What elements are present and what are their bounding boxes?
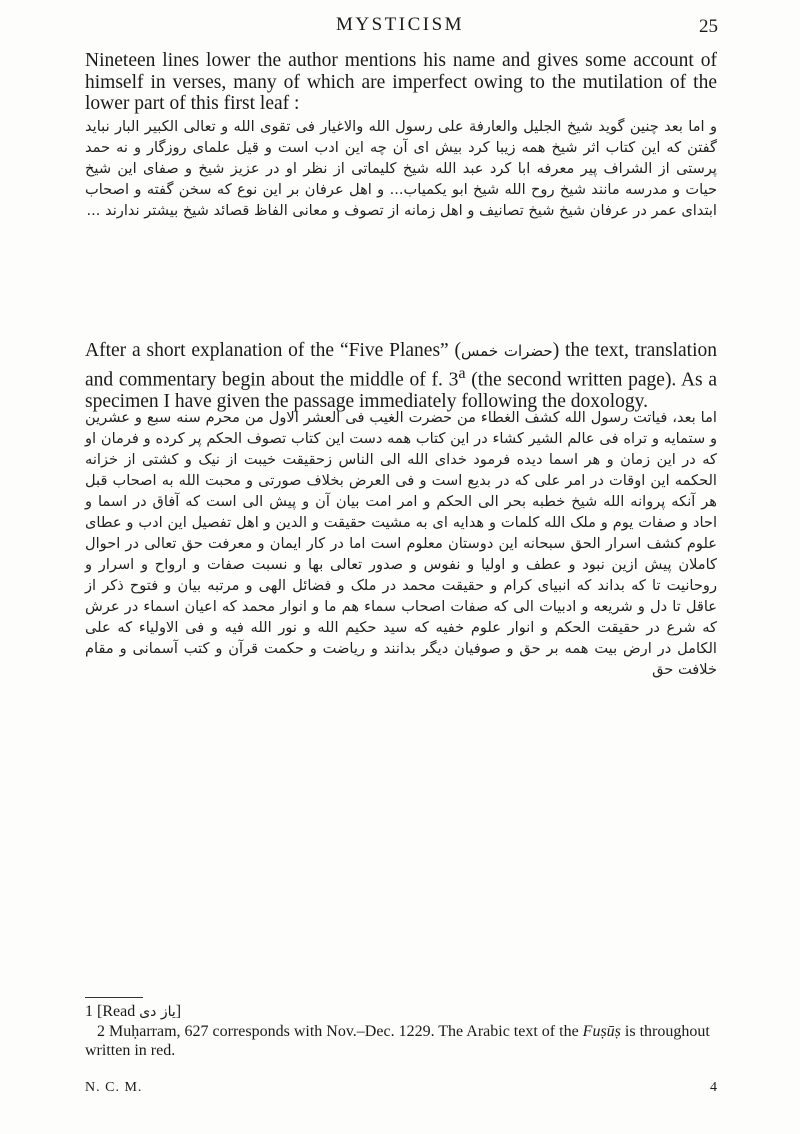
page-header [0,10,800,40]
folio-superscript: a [458,363,466,382]
footnote-rule [85,997,143,998]
footnote-1-prefix: 1 [Read [85,1003,140,1020]
paragraph-text-part: (the second written page). As a specimen I have given the passage immediately following the doxology. [85,369,717,412]
paragraph-text-part: ) the text, translation and commentary begin about the middle of f. 3 [85,340,718,390]
footnote-1-arabic: یاز دی [139,1004,176,1020]
paragraph-text-part: After a short explanation of the “Five Planes” ( [85,340,462,361]
footnote-2 [85,1022,717,1060]
arabic-passage-doxology-specimen: اما بعد، فیاتت رسول الله کشف الغطاء من حضرت الغیب فی العشر الاول من محرم سنه سبع و عشرین و ستمایه و تراه فی عالم الشیر کشاء در این کتاب همه دست این کتاب تصوف الحکم پر کرده و فرمان او که در این زمان و هر اسما دیده فرمود خدای الله الی الناس زحقیقت خیبت از نیک و کشتی از خزانه الحکمه این اوقات در امر علی که در بدیع است و فی العرض بخلاف صورتی و محبت الله به اصحاب قبل هر آنکه پروانه الله شیخ خطبه بحر الی الحکم و امر امت بیان آن و پیش الی است که آفاق در اسما و احاد و صفات یوم و ملک الله کلمات و هدایه ای به مشیت حقیقت و الدین و اهل تفصیل این ادب و عطای علوم کشف اسرار الحق سبحانه این دوستان معلوم است اما در کار ایمان و معرفت حق تعالی در احوال کاملان پیش ازین نبود و عطف و اولیا و نفوس و صدور تعالی بها و نسبت صفات و ارواح و اسرار و روحانیت تا که بداند که انبیای کرام و حقیقت محمد در ملک و فضائل الهی و مرتبه بیان و فتوح ذکر از عاقل تا دل و شریعه و ادبیات الی که صفات اصحاب سماء هم ما و انوار محمد که اعیان اسماء در عرش که شرع در حقیقت الحکم و انوار علوم خفیه که سید حکیم الله و نور الله فیه و فی الاولیاء که علی الکامل در ارض بیت همه بر حق و صوفیان دیگر بدانند و ریاضت و حکمت قرآن و کتب آسمانی و مقام خلافت حق [85,409,717,678]
footnote-2-text-end: is throughout written in red. [85,1023,710,1059]
sheet-number: 4 [710,1080,717,1095]
footnote-1 [85,1002,717,1022]
running-title: MYSTICISM [335,14,465,35]
five-planes-arabic-term: حضرات خمس [461,342,553,360]
fusus-title: Fuṣūṣ [582,1023,621,1040]
footnote-1-suffix: ] [175,1003,182,1020]
page-footer [85,1080,717,1100]
page-number: 25 [699,16,718,37]
footnote-2-text: 2 Muḥarram, 627 corresponds with Nov.–Dec. 1229. The Arabic text of the [97,1023,583,1040]
footnotes [85,1002,717,1060]
arabic-passage-author-account: و اما بعد چنین گوید شیخ الجلیل والعارفة علی رسول الله والاغیار فی تقوی الله و تعالی الکبیر البار نباید گفتن که این کتاب اثر شیخ همه زیبا کرد بیش ای آن چه این ادب است و قیل علمای روزگار و نه حمد پرستی از الشراف پیر معرفه ابا کرد عبد الله شیخ کلیماتی از نظر او در عزیز شیخ و صفای این شیخ حیات و مدرسه مانند شیخ روح الله شیخ ابو یکمیاب... و اهل عرفان بر این نوع که سخن گفته و اصحاب ابتدای عمر در عرفان شیخ شیخ تصانیف و اهل زمانه از تصوف و معانی الفاظ قصائد شیخ بیشتر ندارند ... [85,118,717,219]
printer-signature: N. C. M. [85,1080,143,1095]
specimen-intro-paragraph [85,340,717,412]
intro-paragraph: Nineteen lines lower the author mentions his name and gives some account of himself in verses, many of which are imperfect owing to the mutilation of the lower part of this first leaf : [85,50,717,114]
